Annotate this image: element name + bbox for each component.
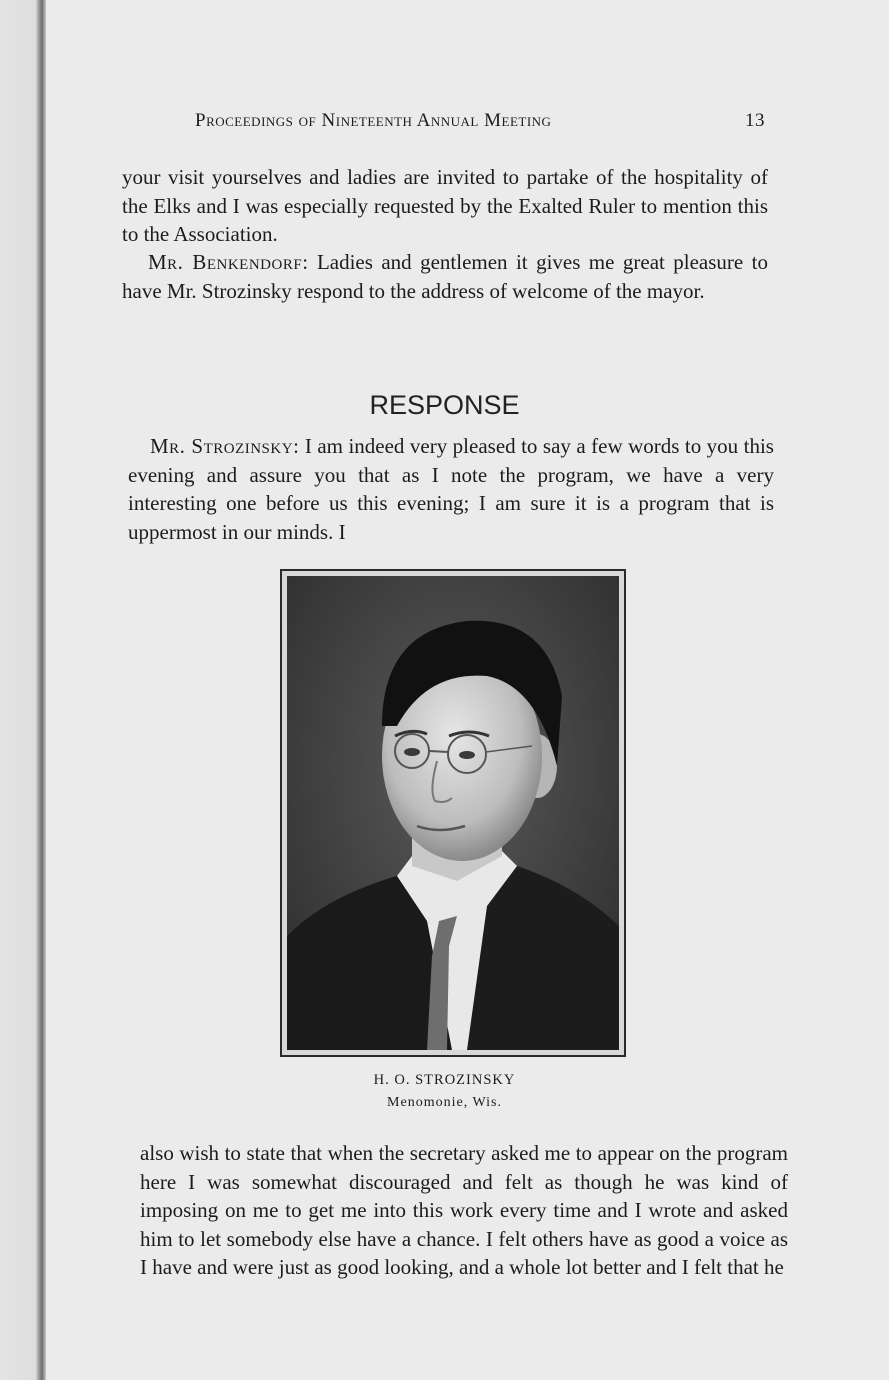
section-heading: RESPONSE <box>369 390 520 420</box>
portrait-image <box>287 576 619 1050</box>
page-margin-shadow <box>0 0 36 1380</box>
paragraph-text: Ladies and gentlemen it gives me great pleasure to have Mr. Strozinsky respond to the address of welcome of the mayor. <box>122 250 768 303</box>
speaker-name: Mr. Benkendorf: <box>148 250 309 274</box>
book-spine <box>36 0 46 1380</box>
paragraph-benkendorf <box>122 248 768 305</box>
running-header <box>195 110 765 132</box>
paragraph-continuation <box>122 163 768 249</box>
paragraph-text: I am indeed very pleased to say a few words to you this evening and assure you that as I note the program, we have a very interesting one before us this evening; I am sure it is a program that is uppermost in our minds. I <box>128 434 774 544</box>
paragraph-text: your visit yourselves and ladies are invited to partake of the hospitality of the Elks and I was especially requested by the Exalted Ruler to mention this to the Association. <box>122 165 768 246</box>
paragraph-strozinsky <box>128 432 774 546</box>
paragraph-continued-strozinsky <box>140 1139 788 1282</box>
photo-caption-name: H. O. STROZINSKY <box>373 1072 516 1088</box>
paragraph-text: also wish to state that when the secretary asked me to appear on the program here I was somewhat discouraged and felt as though he was kind of imposing on me to get me into this work every time and I wrote and asked him to let somebody else have a chance. I felt others have as good a voice as I have and were just as good looking, and a whole lot better and I felt that he <box>140 1141 788 1279</box>
photo-caption-location: Menomonie, Wis. <box>387 1095 502 1110</box>
speaker-name: Mr. Strozinsky: <box>150 434 300 458</box>
page-number: 13 <box>745 110 765 131</box>
portrait-photo <box>280 569 626 1057</box>
header-title: Proceedings of Nineteenth Annual Meeting <box>195 110 552 131</box>
